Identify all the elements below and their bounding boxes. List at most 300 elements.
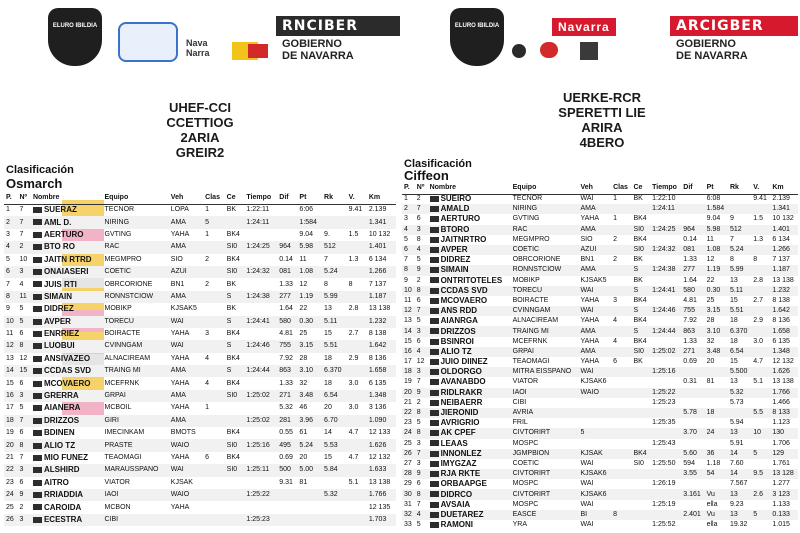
- cell-cl: [611, 449, 631, 459]
- cell-team: GRPAI: [103, 390, 169, 402]
- cell-ce: [225, 514, 245, 526]
- cell-time: 1:26:19: [652, 480, 676, 488]
- cell-v: 5.1: [753, 378, 763, 386]
- cell-km: 13 138: [368, 305, 391, 313]
- cell-team: CIBI: [103, 514, 169, 526]
- red-banner: Navarra: [552, 18, 616, 36]
- cell-rk: 13: [728, 510, 751, 520]
- cell-rk: 20: [324, 404, 332, 412]
- table-row: [4, 464, 396, 476]
- cell-ce: S: [225, 340, 245, 352]
- column-header: Nº: [17, 192, 30, 204]
- cell-pt: 20: [706, 358, 715, 366]
- cell-ce: [225, 415, 245, 427]
- cell-veh: AMA: [578, 347, 611, 357]
- column-header: P.: [402, 182, 415, 194]
- flag-icon: [430, 461, 439, 467]
- cell-p: 10: [402, 286, 415, 296]
- cell-dif: 0.69: [683, 358, 697, 366]
- table-row: [402, 459, 798, 469]
- cell-dif: [277, 216, 297, 228]
- cell-cl: 6: [613, 358, 617, 366]
- rider-name-cell: [31, 353, 103, 365]
- cell-v: 2.8: [348, 305, 359, 313]
- column-header: Clas: [203, 192, 225, 204]
- cell-v: 9.41: [348, 206, 363, 214]
- rider-name-cell: [31, 427, 103, 439]
- cell-veh: WAI: [580, 195, 594, 203]
- table-row: [4, 216, 396, 228]
- cell-time: 1:25:11: [244, 464, 277, 476]
- cell-pt: 28: [299, 354, 308, 362]
- cell-ce: S: [631, 265, 650, 275]
- cell-v: [751, 520, 770, 530]
- cell-v: [347, 216, 367, 228]
- cell-dif: 500: [277, 464, 297, 476]
- rider-name-cell: [31, 229, 103, 241]
- table-row: [402, 398, 798, 408]
- cell-dif: 0.14: [279, 255, 293, 263]
- cell-p: 12: [402, 306, 415, 316]
- cell-n: 7: [416, 378, 421, 386]
- table-header-row: [402, 182, 798, 194]
- cell-ce: BK4: [226, 354, 240, 362]
- cell-pt: 1.08: [297, 266, 322, 278]
- cell-veh: AZUI: [578, 245, 611, 255]
- flag-icon: [430, 308, 439, 314]
- cell-ce: BK4: [633, 337, 647, 345]
- cell-ce: [631, 500, 650, 510]
- cell-cl: 3: [205, 330, 210, 338]
- table-row: [402, 418, 798, 428]
- cell-n: 6: [19, 379, 24, 387]
- rider-name-cell: [428, 347, 511, 357]
- rider-name-cell: [428, 367, 511, 377]
- rider-name-cell: [428, 306, 511, 316]
- cell-p: 6: [402, 245, 415, 255]
- rider-name-cell: [31, 452, 103, 464]
- cell-cl: [203, 439, 225, 451]
- cell-p: 24: [402, 428, 415, 438]
- cell-v: [347, 316, 367, 328]
- cell-n: 6: [416, 296, 421, 304]
- cell-km: 1.642: [367, 340, 396, 352]
- cell-cl: [611, 265, 631, 275]
- cell-team: ALNACIREAM: [104, 354, 151, 362]
- event-line-2: CCETTIOG: [166, 115, 234, 130]
- cell-p: 13: [404, 317, 412, 325]
- cell-cl: 2: [205, 280, 210, 288]
- cell-cl: [203, 365, 225, 377]
- cell-n: 9: [415, 388, 428, 398]
- cell-n: 3: [17, 390, 30, 402]
- cell-dif: 1.33: [683, 256, 697, 264]
- cell-team: MCEFRNK: [104, 379, 140, 387]
- rider-name: CCDAS SVD: [43, 366, 92, 376]
- cell-rk: [728, 408, 751, 418]
- cell-rk: 18: [324, 379, 332, 387]
- cell-team: TORECU: [511, 286, 579, 296]
- cell-ce: [631, 377, 650, 387]
- cell-team: IAOI: [511, 388, 579, 398]
- table-row: [402, 214, 798, 224]
- cell-n: 8: [415, 489, 428, 499]
- table-row: [4, 489, 396, 501]
- cell-rk: 6.370: [322, 365, 347, 377]
- event-line-1: UERKE-RCR: [563, 90, 641, 105]
- cell-team: GRPAI: [511, 347, 579, 357]
- cell-veh: WAI: [580, 500, 594, 508]
- cell-ce: [631, 398, 650, 408]
- table-row: [4, 353, 396, 365]
- cell-dif: 3.70: [681, 428, 704, 438]
- cell-time: 1:24:41: [650, 286, 681, 296]
- cell-pt: 5.00: [297, 464, 322, 476]
- table-row: [4, 229, 396, 241]
- cell-n: 7: [17, 415, 30, 427]
- cell-cl: 1: [613, 215, 617, 223]
- cell-v: [751, 245, 770, 255]
- cell-dif: 081: [277, 266, 297, 278]
- rider-name-cell: [428, 245, 511, 255]
- column-header: Veh: [169, 192, 203, 204]
- rider-name-cell: [31, 390, 103, 402]
- cell-km: 1.090: [367, 415, 396, 427]
- cell-v: [751, 367, 770, 377]
- cell-pt: ella: [706, 500, 718, 508]
- cell-team: TEAOMAGI: [512, 358, 550, 366]
- flag-icon: [430, 430, 439, 436]
- cell-ce: SI0: [225, 464, 245, 476]
- rider-name-cell: [31, 439, 103, 451]
- cell-rk: 13: [324, 305, 332, 313]
- flag-icon: [430, 288, 439, 294]
- cell-team: TECNOR: [512, 195, 543, 203]
- column-header: Veh: [578, 182, 611, 194]
- rider-name: SUERAZ: [43, 205, 77, 215]
- cell-time: 1:24:25: [244, 241, 277, 253]
- cell-p: 22: [4, 464, 17, 476]
- cell-pt: 5.98: [705, 225, 728, 235]
- cell-dif: 1.64: [279, 305, 293, 313]
- cell-ce: [225, 402, 245, 414]
- cell-km: 1.341: [367, 216, 396, 228]
- flag-icon: [33, 331, 42, 337]
- cell-cl: [203, 501, 225, 513]
- cell-team: MOSPC: [512, 500, 539, 508]
- flag-icon: [33, 356, 42, 362]
- cell-veh: YAHA: [170, 404, 190, 412]
- flag-icon: [33, 257, 42, 263]
- rider-name: AERTURO: [440, 214, 481, 224]
- cell-veh: YAHA: [170, 454, 190, 461]
- cell-time: 1:24:46: [244, 340, 277, 352]
- cell-v: [347, 390, 367, 402]
- cell-km: 1.187: [367, 291, 396, 303]
- cell-ce: BK: [226, 305, 237, 313]
- cell-cl: [611, 286, 631, 296]
- cell-rk: 13: [729, 276, 738, 284]
- cell-team: PRASTE: [103, 439, 169, 451]
- cell-km: 1.761: [772, 459, 790, 467]
- cell-dif: 281: [277, 415, 297, 427]
- flag-icon: [430, 257, 439, 263]
- cell-rk: 5.99: [728, 265, 751, 275]
- cell-team: JGMPBION: [511, 449, 579, 459]
- cell-time: [650, 357, 681, 367]
- cell-dif: 964: [681, 225, 704, 235]
- table-row: [402, 204, 798, 214]
- rider-name-cell: [31, 464, 103, 476]
- cell-dif: 277: [277, 291, 297, 303]
- cell-n: 3: [17, 464, 30, 476]
- column-header: V.: [347, 192, 367, 204]
- flag-icon: [430, 410, 439, 416]
- cell-n: 8: [415, 428, 428, 438]
- cell-time: [244, 229, 277, 241]
- event-line-4: 4BERO: [579, 135, 625, 150]
- cell-rk: 5.94: [729, 419, 744, 427]
- cell-veh: AMA: [169, 291, 203, 303]
- cell-n: 7: [19, 206, 24, 214]
- cell-time: [650, 408, 681, 418]
- cell-dif: 755: [681, 306, 704, 316]
- flag-icon: [33, 244, 42, 250]
- cell-rk: 6.70: [322, 415, 347, 427]
- cell-team: GVTING: [512, 215, 540, 223]
- cell-team: COETIC: [512, 459, 540, 467]
- rider-name: AITRO: [43, 477, 69, 487]
- cell-cl: [611, 398, 631, 408]
- table-row: [402, 520, 798, 530]
- table-row: [402, 194, 798, 204]
- cell-time: [650, 255, 681, 265]
- cell-team: MEGMPRO: [104, 255, 142, 263]
- cell-p: 16: [402, 347, 415, 357]
- table-row: [402, 500, 798, 510]
- cell-rk: 14: [324, 429, 332, 437]
- table-row: [402, 286, 798, 296]
- rider-name: MIO FUNEZ: [43, 453, 88, 462]
- cell-n: 7: [19, 230, 24, 238]
- cell-team: YRA: [512, 521, 528, 529]
- cell-dif: [681, 500, 704, 510]
- cell-cl: [611, 500, 631, 510]
- cell-rk: [728, 194, 751, 204]
- cell-p: 10: [4, 316, 17, 328]
- rider-name-cell: [31, 291, 103, 303]
- rider-name: DUETAREZ: [440, 509, 484, 519]
- cell-time: [650, 316, 681, 326]
- cell-team: CIVTORIRT: [511, 469, 579, 479]
- cell-team: COETIC: [511, 245, 579, 255]
- cell-p: 18: [4, 415, 17, 427]
- government-title: ARCIGBER: [670, 16, 798, 36]
- cell-dif: 0.69: [279, 454, 293, 461]
- rider-name: BSINROI: [440, 336, 474, 346]
- cell-time: [650, 428, 681, 438]
- cell-cl: [611, 347, 631, 357]
- table-row: [402, 408, 798, 418]
- cell-dif: 495: [277, 439, 297, 451]
- cell-km: 1.633: [367, 464, 396, 476]
- rider-name: AVRIGRIO: [440, 418, 480, 428]
- club-shield-logo: [450, 8, 504, 66]
- cell-pt: Vu: [705, 510, 728, 520]
- cell-time: 1:25:23: [244, 514, 277, 526]
- cell-n: 5: [416, 419, 421, 427]
- cell-km: 10 132: [772, 215, 794, 223]
- rider-name: DIDREZ: [440, 255, 471, 265]
- cell-pt: 32: [299, 379, 308, 387]
- cell-pt: 1.19: [705, 265, 728, 275]
- cell-dif: 0.55: [279, 429, 293, 437]
- cell-pt: 3.48: [705, 347, 728, 357]
- flag-icon: [33, 343, 42, 349]
- cell-time: [650, 276, 681, 286]
- table-row: [402, 439, 798, 449]
- cell-rk: 8: [324, 280, 328, 288]
- cell-rk: [728, 204, 751, 214]
- cell-p: 31: [404, 500, 412, 508]
- cell-ce: [631, 439, 650, 449]
- cell-veh: [578, 408, 611, 418]
- cell-team: RAC: [103, 241, 169, 253]
- cell-veh: LOPA: [170, 206, 189, 214]
- cell-time: [244, 452, 277, 464]
- rider-name-cell: [428, 500, 511, 510]
- rider-name: AML D.: [43, 217, 72, 227]
- table-row: [4, 427, 396, 439]
- table-row: [4, 439, 396, 451]
- table-row: [4, 291, 396, 303]
- cell-v: [751, 459, 770, 469]
- cell-n: 6: [416, 337, 421, 345]
- rider-name: LEAAS: [440, 438, 468, 448]
- cell-n: 3: [415, 326, 428, 336]
- flag-icon: [430, 277, 439, 283]
- cell-cl: [611, 408, 631, 418]
- sponsor-logo-row: [400, 8, 800, 68]
- flag-icon: [33, 443, 42, 449]
- cell-n: 2: [416, 195, 421, 203]
- cell-time: 1:25:16: [650, 367, 681, 377]
- cell-cl: 6: [205, 454, 210, 461]
- cell-n: 6: [19, 478, 24, 486]
- rider-name-cell: [31, 278, 103, 290]
- table-row: [402, 479, 798, 489]
- cell-v: 10: [751, 428, 770, 438]
- cell-km: 7 137: [772, 256, 790, 264]
- cell-v: [751, 479, 770, 489]
- rider-name-cell: [428, 255, 511, 265]
- rider-name: ANSIVAZEO: [43, 353, 91, 363]
- cell-time: 1:25:16: [244, 439, 277, 451]
- cell-team: MEGMPRO: [512, 235, 550, 243]
- cell-team: OBRCORIONE: [104, 280, 153, 288]
- flag-icon: [430, 502, 439, 508]
- rider-name-cell: [428, 510, 511, 520]
- flag-icon: [33, 368, 42, 374]
- flag-icon: [430, 512, 439, 518]
- cell-p: 25: [404, 439, 412, 447]
- cell-pt: 12: [706, 256, 715, 264]
- column-header: Tiempo: [244, 192, 277, 204]
- cell-pt: [705, 367, 728, 377]
- cell-team: BOIRACTE: [104, 330, 141, 338]
- cell-rk: 5.73: [729, 398, 744, 406]
- table-row: [402, 428, 798, 438]
- cell-dif: 3.55: [681, 469, 704, 479]
- cell-pt: [297, 489, 322, 501]
- round-sponsor-logo: [512, 44, 526, 58]
- cell-rk: [322, 216, 347, 228]
- cell-veh: SIO: [580, 235, 593, 243]
- cell-v: [751, 286, 770, 296]
- cell-n: 8: [416, 235, 421, 243]
- cell-rk: [322, 514, 347, 526]
- table-row: [402, 316, 798, 326]
- cell-cl: [203, 489, 225, 501]
- cell-pt: 25: [299, 330, 308, 338]
- cell-team: FRIL: [512, 419, 528, 427]
- cell-n: 3: [416, 459, 421, 467]
- cell-dif: 7.92: [683, 317, 697, 325]
- cell-v: 3.0: [348, 404, 359, 412]
- flag-icon: [430, 359, 439, 365]
- cell-n: 9: [415, 469, 428, 479]
- cell-ce: BK4: [226, 429, 240, 437]
- cell-rk: 5.24: [728, 245, 751, 255]
- cell-pt: [297, 514, 322, 526]
- cell-v: 2.9: [348, 354, 359, 362]
- cell-p: 7: [404, 256, 408, 264]
- flag-icon: [430, 440, 439, 446]
- cell-n: 2: [416, 398, 421, 406]
- cell-veh: KJSAK: [170, 478, 193, 486]
- rider-name-cell: [428, 357, 511, 367]
- cell-p: 13: [6, 354, 14, 362]
- flag-icon: [33, 480, 42, 486]
- cell-ce: BK4: [633, 235, 647, 243]
- cell-time: [244, 402, 277, 414]
- cell-km: 1.706: [772, 439, 790, 447]
- cell-ce: [631, 408, 650, 418]
- cell-time: 1:25:35: [652, 419, 676, 427]
- cell-dif: 9.31: [279, 478, 293, 486]
- cell-p: 8: [402, 265, 415, 275]
- table-header-row: [4, 192, 396, 204]
- cell-cl: [611, 225, 631, 235]
- cell-km: 8 138: [772, 296, 790, 304]
- event-line-4: GREIR2: [175, 145, 225, 160]
- cell-team: TORECU: [103, 316, 169, 328]
- flag-icon: [33, 455, 42, 461]
- rider-name: DIDRCO: [440, 489, 473, 499]
- cell-p: 26: [402, 449, 415, 459]
- cell-veh: BN1: [170, 280, 185, 288]
- rider-name-cell: [428, 428, 511, 438]
- column-header: Rk: [728, 182, 751, 194]
- cell-n: 3: [17, 514, 30, 526]
- rider-name: GRERRA: [43, 391, 79, 401]
- flag-icon: [430, 400, 439, 406]
- cell-cl: [203, 390, 225, 402]
- rider-name-cell: [428, 225, 511, 235]
- cell-ce: [631, 520, 650, 530]
- rider-name: DRIZZOS: [43, 415, 80, 425]
- cell-time: 1:24:38: [244, 291, 277, 303]
